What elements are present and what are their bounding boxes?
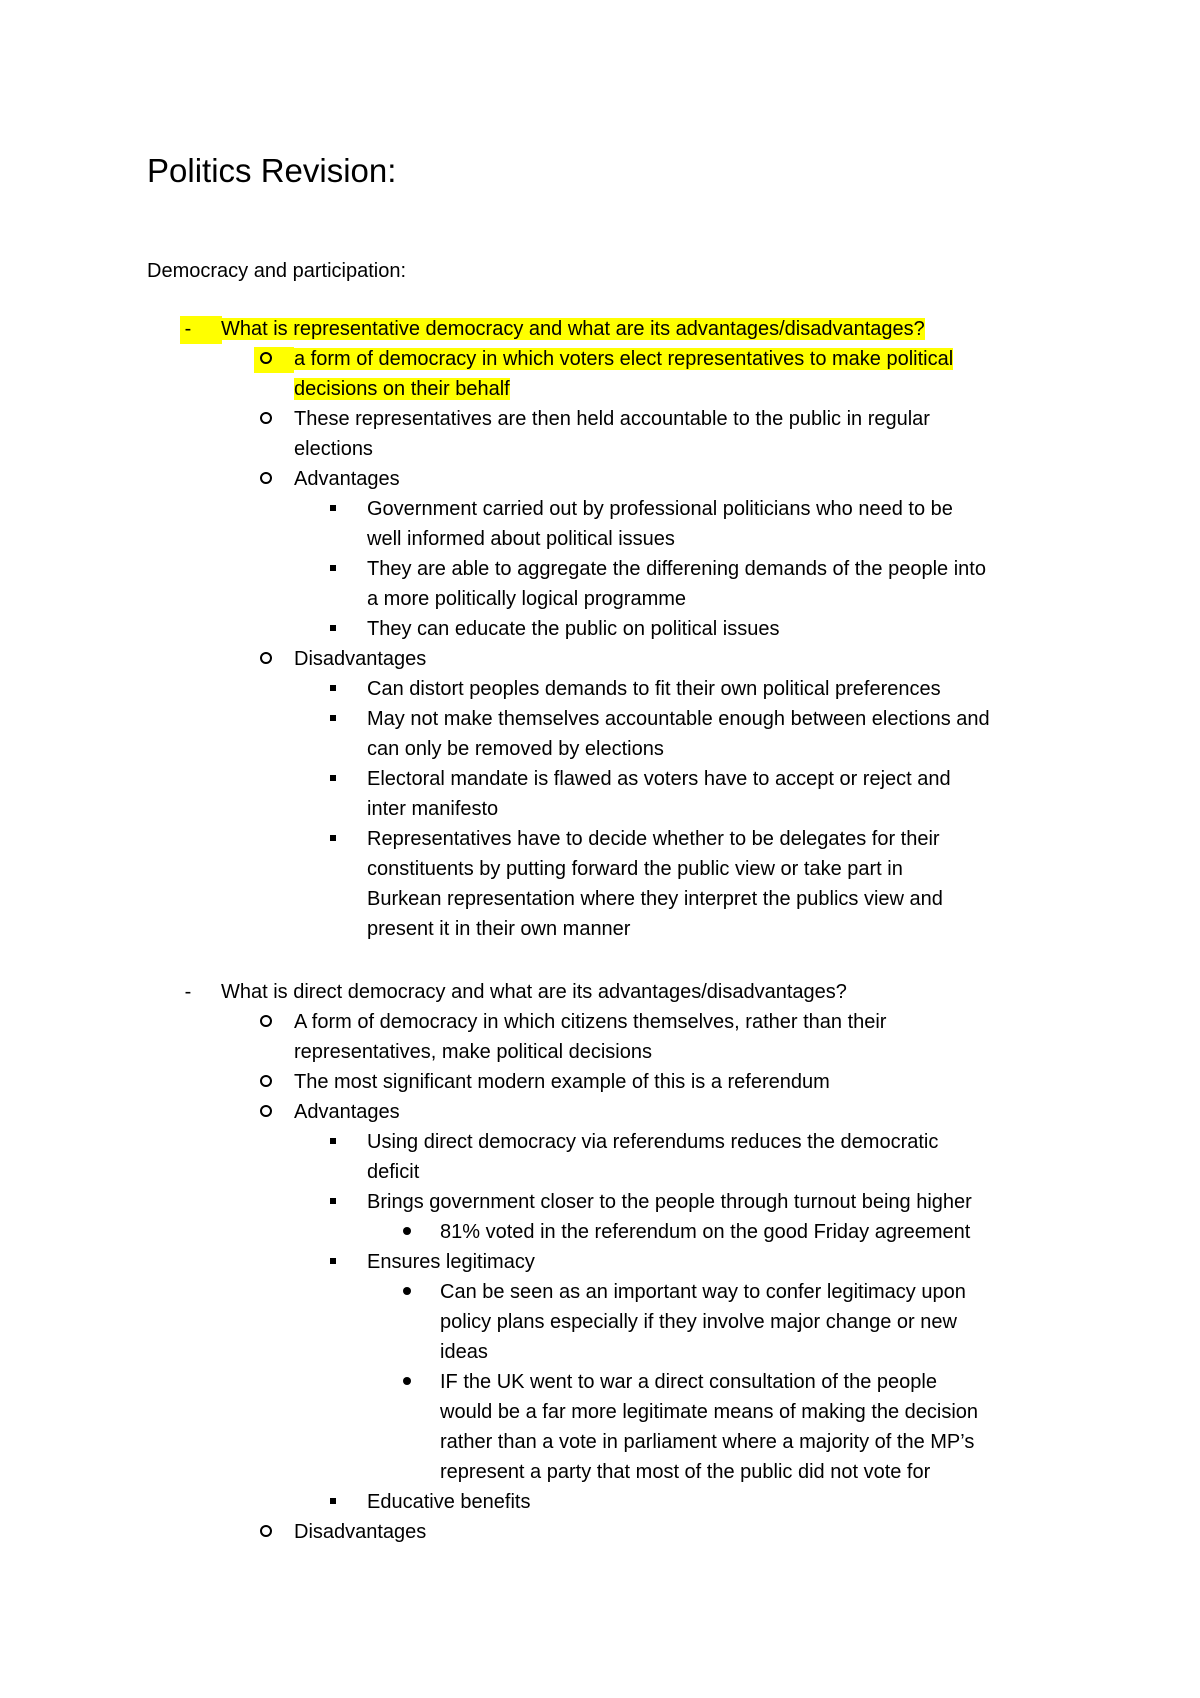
q1-dis4-line4: present it in their own manner <box>367 918 631 940</box>
circle-bullet <box>259 1097 273 1127</box>
q1-dis3-line1: Electoral mandate is flawed as voters have to accept or reject and <box>367 768 951 790</box>
q1-definition-highlight-2: decisions on their behalf <box>294 378 510 400</box>
q1-dis4-line3: Burkean representation where they interpret the publics view and <box>367 888 943 910</box>
square-bullet <box>330 824 336 854</box>
circle-bullet <box>259 344 273 374</box>
square-bullet <box>330 674 336 704</box>
q1-definition-line1 <box>294 344 953 374</box>
q2-definition-line1: A form of democracy in which citizens themselves, rather than their <box>294 1011 887 1033</box>
q2-adv3-sub2-line1: IF the UK went to war a direct consultation of the people <box>440 1371 937 1393</box>
circle-bullet <box>259 644 273 674</box>
q1-definition-plain: a form of democracy in which <box>294 348 560 370</box>
q2-question: What is direct democracy and what are its advantages/disadvantages? <box>221 981 847 1003</box>
q1-adv1-line2: well informed about political issues <box>367 528 675 550</box>
square-bullet <box>330 704 336 734</box>
q1-question-highlight: advantages/disadvantages? <box>675 318 925 340</box>
dot-bullet <box>403 1217 411 1247</box>
q1-dis3-line2: inter manifesto <box>367 798 499 820</box>
square-bullet <box>330 494 336 524</box>
circle-bullet <box>259 1067 273 1097</box>
q2-adv1-line1: Using direct democracy via referendums reduces the democratic <box>367 1131 939 1153</box>
q2-disadvantages-label: Disadvantages <box>294 1521 427 1543</box>
dash-bullet: - <box>184 981 192 1003</box>
circle-bullet <box>259 404 273 434</box>
q2-adv4: Educative benefits <box>367 1491 531 1513</box>
q1-dis4-line2: constituents by putting forward the public view or take part in <box>367 858 903 880</box>
q2-advantages-label: Advantages <box>294 1101 400 1123</box>
q2-adv3-sub2-line4: represent a party that most of the public did not vote for <box>440 1461 931 1483</box>
square-bullet <box>330 554 336 584</box>
dot-bullet <box>403 1277 411 1307</box>
q2-adv3-sub1-line1: Can be seen as an important way to confer legitimacy upon <box>440 1281 966 1303</box>
circle-bullet <box>259 1007 273 1037</box>
section-heading: Democracy and participation: <box>147 260 407 282</box>
q1-question-plain: What is representative democracy and what are its <box>221 318 676 340</box>
square-bullet <box>330 1247 336 1277</box>
square-bullet <box>330 1487 336 1517</box>
page-title: Politics Revision: <box>147 152 397 189</box>
q2-example: The most significant modern example of this is a referendum <box>294 1071 830 1093</box>
q1-adv3: They can educate the public on political issues <box>367 618 780 640</box>
square-bullet <box>330 764 336 794</box>
q1-advantages-label: Advantages <box>294 468 400 490</box>
q1-adv2-line1: They are able to aggregate the differening demands of the people into <box>367 558 986 580</box>
q2-adv2: Brings government closer to the people through turnout being higher <box>367 1191 972 1213</box>
q1-dis2-line1: May not make themselves accountable enough between elections and <box>367 708 990 730</box>
q1-definition-line2 <box>294 374 510 404</box>
q2-adv3-sub1-line2: policy plans especially if they involve major change or new <box>440 1311 957 1333</box>
q1-adv2-line2: a more politically logical programme <box>367 588 687 610</box>
q1-dis2-line2: can only be removed by elections <box>367 738 664 760</box>
q1-definition-highlight: voters elect representatives to make political <box>559 348 954 370</box>
q2-adv1-line2: deficit <box>367 1161 420 1183</box>
q1-adv1-line1: Government carried out by professional politicians who need to be <box>367 498 953 520</box>
q1-accountable-line1: These representatives are then held accountable to the public in regular <box>294 408 930 430</box>
dash-bullet: - <box>184 318 192 340</box>
q2-definition-line2: representatives, make political decisions <box>294 1041 652 1063</box>
q2-adv3: Ensures legitimacy <box>367 1251 535 1273</box>
square-bullet <box>330 1187 336 1217</box>
dot-bullet <box>403 1367 411 1397</box>
q1-question <box>221 314 925 344</box>
q2-adv3-sub1-line3: ideas <box>440 1341 488 1363</box>
square-bullet <box>330 1127 336 1157</box>
q1-dis1: Can distort peoples demands to fit their own political preferences <box>367 678 941 700</box>
circle-bullet <box>259 1517 273 1547</box>
q1-dis4-line1: Representatives have to decide whether to be delegates for their <box>367 828 940 850</box>
q2-adv3-sub2-line2: would be a far more legitimate means of making the decision <box>440 1401 979 1423</box>
square-bullet <box>330 614 336 644</box>
q2-adv3-sub2-line3: rather than a vote in parliament where a majority of the MP’s <box>440 1431 975 1453</box>
q1-accountable-line2: elections <box>294 438 373 460</box>
circle-bullet <box>259 464 273 494</box>
q2-adv2-sub1: 81% voted in the referendum on the good Friday agreement <box>440 1221 971 1243</box>
q1-disadvantages-label: Disadvantages <box>294 648 427 670</box>
